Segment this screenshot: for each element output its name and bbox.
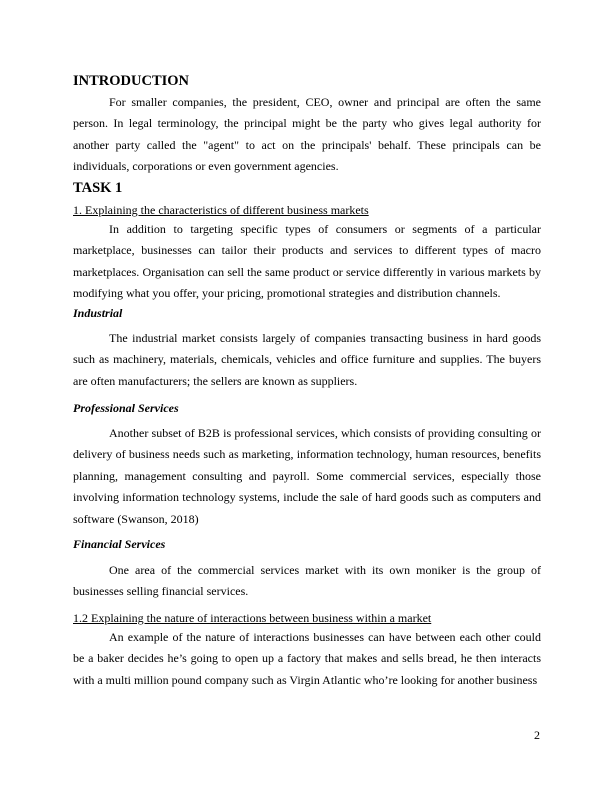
page-number: 2 [534, 728, 540, 742]
markets-paragraph: In addition to targeting specific types of consumers or segments of a particular marketplace, businesses can tailor their products and services to different types of macro marketplaces. Organisation can sell the same product or service differently in various markets by modifying what you offer, your pricing, promotional strategies and distribution channels. [73, 222, 541, 301]
subheading-interactions: 1.2 Explaining the nature of interactions between business within a market [73, 611, 432, 625]
section-financial-services: Financial Services [73, 537, 166, 551]
section-professional-services: Professional Services [73, 401, 179, 415]
heading-introduction: INTRODUCTION [73, 73, 190, 89]
financial-paragraph: One area of the commercial services market with its own moniker is the group of businesses selling financial services. [73, 563, 541, 599]
industrial-paragraph: The industrial market consists largely of companies transacting business in hard goods such as machinery, materials, chemicals, vehicles and office furniture and supplies. The buyers are often manufacturers; the sellers are known as suppliers. [73, 331, 541, 388]
heading-task-1: TASK 1 [73, 180, 123, 196]
interactions-paragraph: An example of the nature of interactions businesses can have between each other could be a baker decides he’s going to open up a factory that makes and sells bread, he then interacts with a multi million pound company such as Virgin Atlantic who’re looking for another business [73, 630, 541, 687]
subheading-business-markets: 1. Explaining the characteristics of different business markets [73, 203, 369, 217]
section-industrial: Industrial [73, 306, 123, 320]
intro-paragraph: For smaller companies, the president, CEO, owner and principal are often the same person. In legal terminology, the principal might be the party who gives legal authority for another party called the "agent" to act on the principals' behalf. These principals can be individuals, corporations or even government agencies. [73, 95, 541, 174]
professional-paragraph: Another subset of B2B is professional services, which consists of providing consulting or delivery of business needs such as marketing, information technology, human resources, benefits planning, management consulting and payroll. Some commercial services, especially those involving information technology systems, include the sale of hard goods such as computers and software (Swanson, 2018) [73, 426, 541, 526]
